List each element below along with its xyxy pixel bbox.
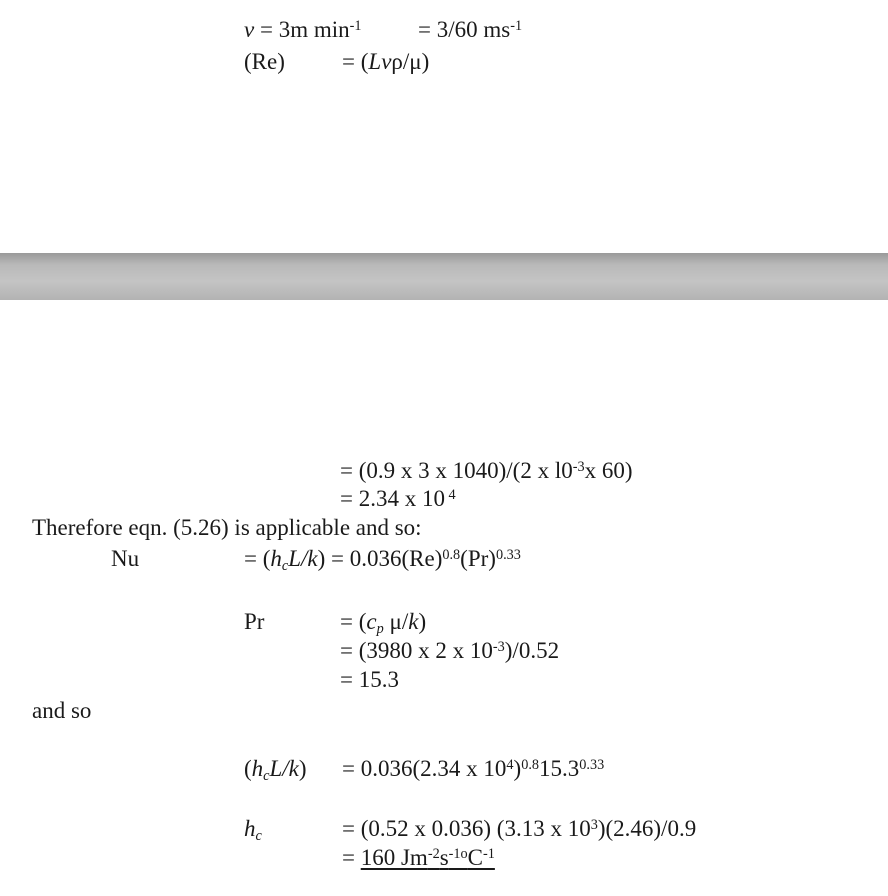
- hc-result-c: C: [467, 845, 483, 870]
- velocity-line: [244, 18, 362, 41]
- hc-sub: c: [255, 827, 262, 844]
- hlk-label: [244, 756, 307, 784]
- reynolds-def-v: v: [381, 49, 392, 74]
- hlk-calc-end: 15.3: [539, 756, 580, 781]
- hc-h: h: [244, 816, 256, 841]
- hc-result: [342, 846, 495, 869]
- prandtl-calc-exponent: -3: [492, 638, 505, 655]
- prandtl-def-c: c: [366, 609, 377, 634]
- hc-result-exp3: -1: [483, 845, 495, 862]
- nusselt-eq-mid: ) = 0.036(Re): [317, 546, 443, 571]
- hlk-close: ): [298, 756, 307, 781]
- velocity-symbol: v: [244, 17, 255, 42]
- prandtl-label: Pr: [244, 609, 265, 634]
- nusselt-eq-L-k: L/k: [288, 546, 318, 571]
- prandtl-calculation: [340, 639, 559, 662]
- reynolds-calc-end: x 60): [584, 458, 633, 483]
- prandtl-def-open: = (: [340, 609, 367, 634]
- hlk-calc-exp3: 0.33: [579, 756, 605, 773]
- prandtl-definition: [340, 609, 427, 637]
- hc-result-eq: =: [342, 845, 361, 870]
- document-page-top: [0, 0, 888, 253]
- hc-result-s: s: [439, 845, 449, 870]
- reynolds-def-open: = (: [342, 49, 369, 74]
- hlk-L-k: L/k: [269, 756, 299, 781]
- prandtl-def-k: k: [408, 609, 419, 634]
- prandtl-value: = 15.3: [340, 667, 399, 692]
- document-page-bottom: [0, 300, 888, 896]
- prandtl-calc-text: = (3980 x 2 x 10: [340, 638, 493, 663]
- nusselt-eq-h-sub: c: [281, 557, 289, 574]
- prandtl-def-mu: μ/: [383, 609, 409, 634]
- hc-calc-text: = (0.52 x 0.036) (3.13 x 10: [342, 816, 591, 841]
- hlk-calc-exp1: 4: [506, 756, 514, 773]
- nusselt-eq-open: = (: [244, 546, 271, 571]
- reynolds-def-L: L: [368, 49, 382, 74]
- and-so-text: and so: [32, 698, 92, 723]
- velocity-converted: [418, 18, 522, 41]
- hlk-open: (: [244, 756, 252, 781]
- prandtl-def-c-sub: p: [376, 620, 384, 637]
- velocity-exponent: -1: [349, 17, 362, 34]
- therefore-statement: Therefore eqn. (5.26) is applicable and so:: [32, 515, 422, 540]
- velocity-value: = 3m min: [254, 17, 350, 42]
- hlk-calc-exp2: 0.8: [521, 756, 539, 773]
- hc-result-value: [361, 845, 495, 870]
- nusselt-eq-h: h: [270, 546, 282, 571]
- hc-calc-exponent: 3: [590, 816, 598, 833]
- reynolds-def-rest: ρ/μ): [391, 49, 430, 74]
- prandtl-calc-end: )/0.52: [504, 638, 560, 663]
- nusselt-eq-exp1: 0.8: [442, 546, 461, 563]
- hlk-calc-mid: ): [513, 756, 522, 781]
- nusselt-eq-pr: (Pr): [460, 546, 496, 571]
- reynolds-definition: [342, 50, 429, 73]
- nusselt-label: Nu: [111, 546, 140, 571]
- hc-result-exp1: -2: [427, 845, 440, 862]
- hlk-calculation: [342, 757, 604, 780]
- hc-result-exp2: -1o: [448, 845, 468, 862]
- hlk-h-sub: c: [263, 767, 270, 784]
- hc-result-jm: 160 Jm: [360, 845, 428, 870]
- reynolds-value: [340, 487, 456, 510]
- hlk-h: h: [251, 756, 264, 781]
- prandtl-def-close: ): [418, 609, 427, 634]
- hlk-calc-text: = 0.036(2.34 x 10: [342, 756, 507, 781]
- page-separator: [0, 253, 888, 300]
- velocity-converted-exponent: -1: [510, 17, 523, 34]
- hc-label: [244, 816, 262, 844]
- velocity-converted-value: = 3/60 ms: [418, 17, 511, 42]
- hc-calc-end: )(2.46)/0.9: [597, 816, 697, 841]
- nusselt-eq-exp2: 0.33: [495, 546, 521, 563]
- reynolds-label: (Re): [244, 49, 285, 74]
- reynolds-value-text: = 2.34 x 10: [340, 486, 445, 511]
- reynolds-value-exponent: 4: [444, 486, 456, 503]
- reynolds-calc-text: = (0.9 x 3 x 1040)/(2 x l0: [340, 458, 573, 483]
- reynolds-calc-exponent: -3: [572, 458, 585, 475]
- reynolds-calculation: [340, 459, 633, 482]
- hc-calculation: [342, 817, 696, 840]
- nusselt-equation: [244, 546, 521, 574]
